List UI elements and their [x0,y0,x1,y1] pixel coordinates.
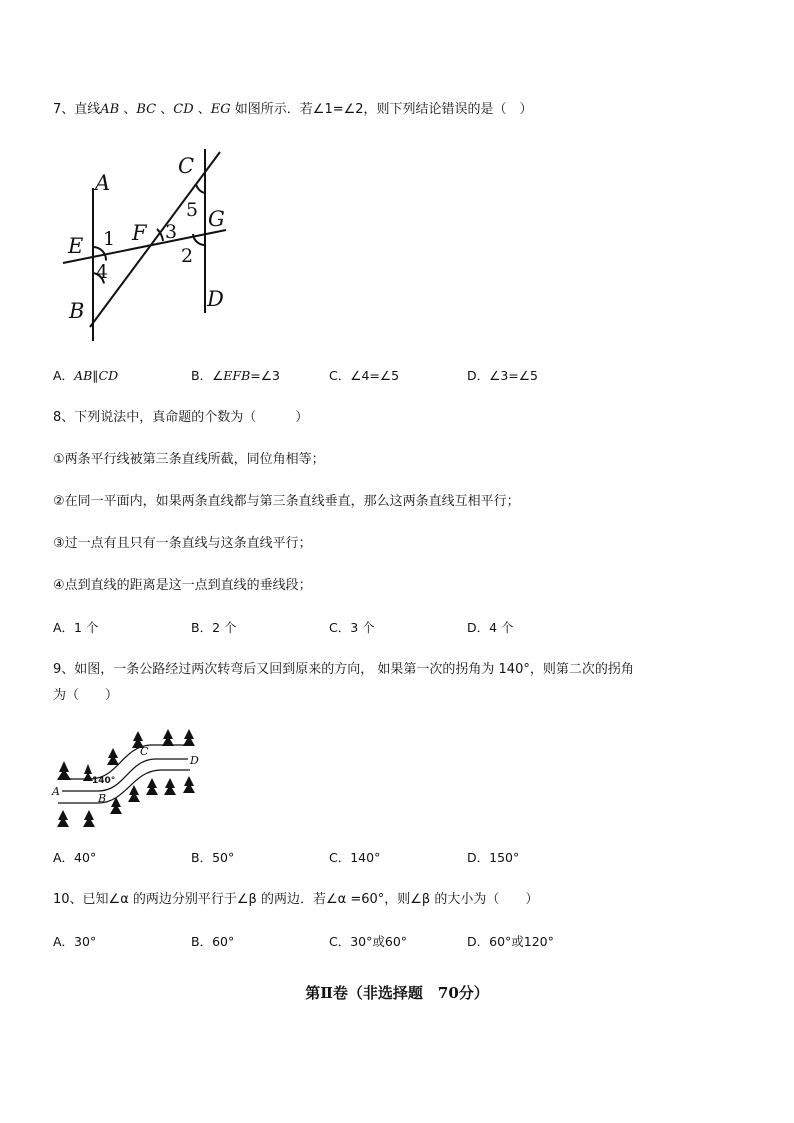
angle-num-4: 4 [96,261,109,283]
tree-icon [83,810,95,827]
road-edge-top [58,745,190,779]
q7-option-c[interactable]: C．∠4=∠5 [329,368,400,383]
q9-option-a[interactable]: A．40° [53,850,97,865]
road-label-D: D [190,754,199,767]
q8-item-3: ③过一点有且只有一条直线与这条直线平行； [53,536,312,551]
q8-item-1: ①两条平行线被第三条直线所截，同位角相等； [53,452,325,467]
tree-icon [183,776,195,793]
q10-option-d[interactable]: D．60°或120° [467,934,554,949]
q9-stem-line2: 为（ ） [53,688,119,703]
tree-icon [162,729,174,746]
label-C: C [178,154,195,178]
label-B: B [69,299,85,323]
q8-option-d[interactable]: D．4 个 [467,620,514,635]
tree-icon [183,729,195,746]
q8-option-b[interactable]: B．2 个 [191,620,237,635]
road-label-A: A [52,785,60,798]
angle-num-5: 5 [186,199,199,221]
label-F: F [132,221,147,245]
q8-option-c[interactable]: C．3 个 [329,620,375,635]
road-label-C: C [140,745,149,758]
label-G: G [208,207,225,231]
q8-item-4: ④点到直线的距离是这一点到直线的垂线段； [53,578,312,593]
tree-icon [128,785,140,802]
q9-stem-line1: 9、如图，一条公路经过两次转弯后又回到原来的方向， 如果第一次的拐角为 140°，则第二次的拐角 [53,662,634,677]
q8-item-2: ②在同一平面内，如果两条直线都与第三条直线垂直，那么这两条直线互相平行； [53,494,520,509]
label-A: A [95,171,111,195]
tree-icon [146,778,158,795]
q10-option-c[interactable]: C．30°或60° [329,934,408,949]
q8-option-a[interactable]: A．1 个 [53,620,99,635]
q7-option-b[interactable]: B．∠EFB=∠3 [191,368,280,383]
q9-option-c[interactable]: C．140° [329,850,381,865]
label-E: E [68,234,84,258]
tree-icon [57,810,69,827]
tree-icon [107,748,119,765]
trees [57,729,195,827]
q7-option-d[interactable]: D．∠3=∠5 [467,368,538,383]
road-label-B: B [98,792,107,805]
label-D: D [207,287,224,311]
tree-icon [57,761,71,780]
q7-stem: 7、直线AB 、BC 、CD 、EG 如图所示．若∠1=∠2，则下列结论错误的是（ ） [53,102,533,117]
q9-option-d[interactable]: D．150° [467,850,520,865]
angle-num-1: 1 [103,228,116,250]
section-title: 第Ⅱ卷（非选择题 70分） [305,984,489,1002]
angle-num-2: 2 [181,245,194,267]
q10-option-b[interactable]: B．60° [191,934,235,949]
q10-option-a[interactable]: A．30° [53,934,97,949]
angle-label-140: 140° [92,776,116,786]
q10-stem: 10、已知∠α 的两边分别平行于∠β 的两边．若∠α =60°，则∠β 的大小为（ ） [53,892,539,907]
q8-stem: 8、下列说法中，真命题的个数为（ ） [53,410,309,425]
tree-icon [164,778,176,795]
angle-num-3: 3 [165,221,178,243]
q9-option-b[interactable]: B．50° [191,850,235,865]
q7-option-a[interactable]: A．AB∥CD [53,368,119,383]
